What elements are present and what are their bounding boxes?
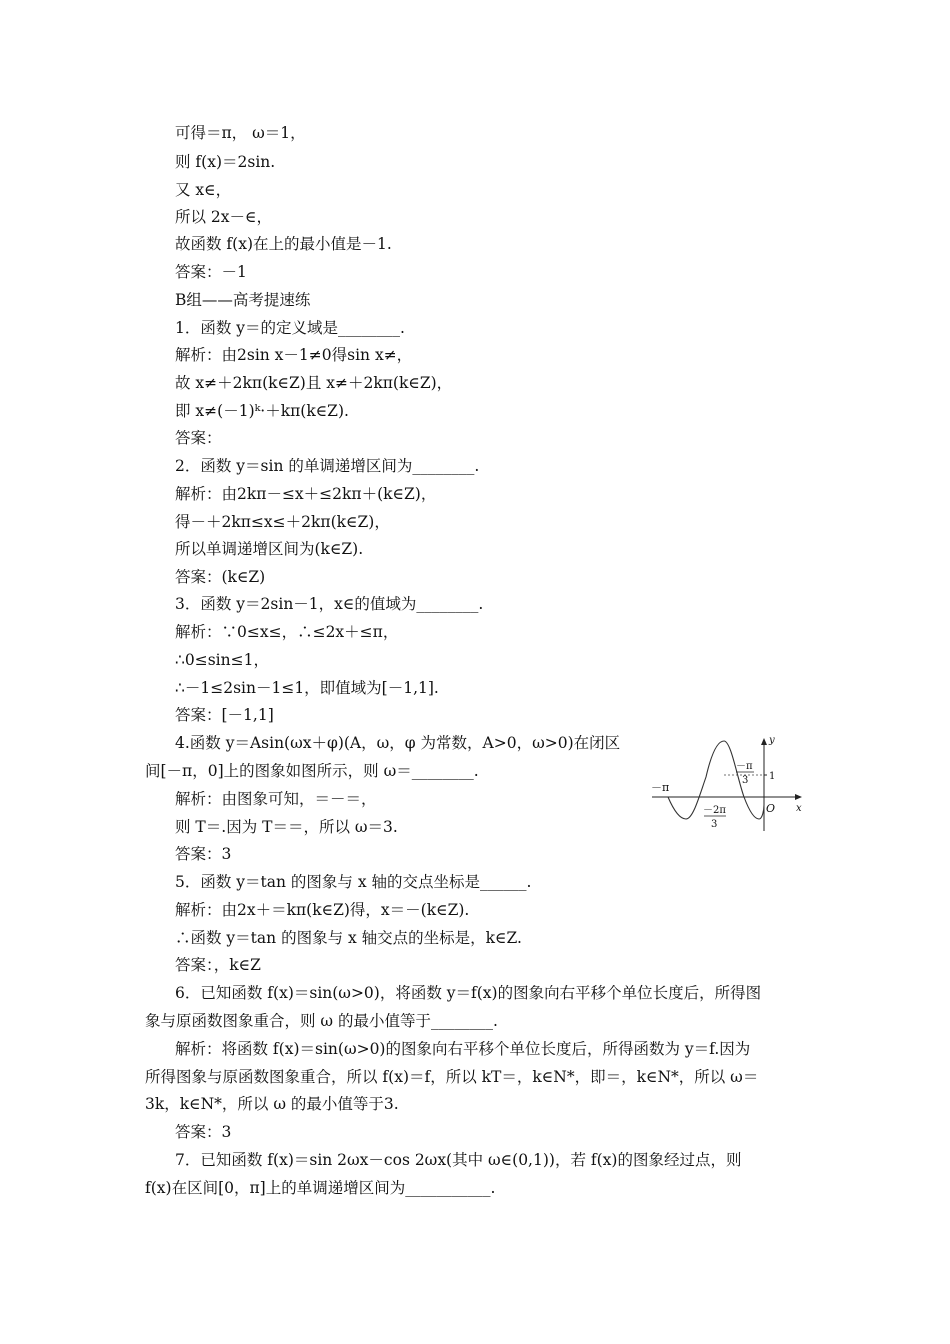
answer-line: 答案：(k∈Z) (175, 568, 266, 586)
origin-label: O (766, 802, 776, 815)
text-line: 所得图象与原函数图象重合，所以 f(x)＝f，所以 kT＝，k∈N*，即＝，k∈N*，所以 ω＝ (145, 1068, 759, 1086)
question-line: 4.函数 y＝Asin(ωx＋φ)(A，ω，φ 为常数，A>0，ω>0)在闭区 (175, 734, 621, 752)
text-line: 解析：由图象可知，＝－＝， (175, 790, 377, 808)
y-axis-arrow (761, 738, 767, 745)
sine-graph-figure (648, 733, 808, 833)
y-axis-label: y (769, 735, 775, 746)
text-line: 即 x≠(－1)ᵏ·＋kπ(k∈Z). (175, 402, 349, 420)
text-line: 解析：由2x＋＝kπ(k∈Z)得，x＝－(k∈Z). (175, 901, 470, 919)
answer-line: 答案：[－1,1] (175, 706, 274, 724)
answer-line: 答案：，k∈Z (175, 956, 261, 974)
text-line: 解析：由2sin x－1≠0得sin x≠， (175, 346, 413, 364)
section-heading: B组——高考提速练 (175, 291, 311, 309)
answer-line: 答案：3 (175, 845, 232, 863)
text-line: 解析：将函数 f(x)＝sin(ω>0)的图象向右平移个单位长度后，所得函数为 y＝f.因为 (175, 1040, 751, 1058)
two-pi-over-three-numerator: －2π (703, 805, 726, 816)
question-line: 1．函数 y＝的定义域是________. (175, 319, 405, 337)
question-line: 6．已知函数 f(x)＝sin(ω>0)，将函数 y＝f(x)的图象向右平移个单位长度后，所得图 (175, 984, 762, 1002)
text-line: 又 x∈， (175, 181, 232, 199)
two-pi-over-three-denominator: 3 (711, 819, 718, 830)
answer-line: 答案：－1 (175, 263, 247, 281)
question-line: 2．函数 y＝sin 的单调递增区间为________. (175, 457, 480, 475)
pi-over-three-denominator: 3 (742, 775, 749, 786)
text-line: 可得＝π， ω＝1， (175, 124, 306, 142)
text-line: 故 x≠＋2kπ(k∈Z)且 x≠＋2kπ(k∈Z)， (175, 374, 453, 392)
text-line: 所以单调递增区间为(k∈Z). (175, 540, 364, 558)
pi-over-three-numerator: －π (736, 761, 753, 772)
text-line: 解析：由2kπ－≤x＋≤2kπ＋(k∈Z)， (175, 485, 437, 503)
answer-line: 答案： (175, 429, 222, 447)
text-line: 解析：∵0≤x≤，∴≤2x＋≤π， (175, 623, 399, 641)
one-label: 1 (769, 771, 776, 782)
question-line: f(x)在区间[0，π]上的单调递增区间为___________. (145, 1179, 496, 1197)
text-line: ∴0≤sin≤1， (175, 651, 269, 669)
x-axis-arrow (795, 794, 802, 800)
x-axis-label: x (796, 803, 802, 814)
question-line: 3．函数 y＝2sin－1，x∈的值域为________. (175, 595, 484, 613)
text-line: 则 T＝.因为 T＝＝，所以 ω＝3. (175, 818, 398, 836)
neg-pi-label: －π (651, 781, 670, 794)
question-line: 7．已知函数 f(x)＝sin 2ωx－cos 2ωx(其中 ω∈(0,1))，若 f(x)的图象经过点，则 (175, 1151, 742, 1169)
text-line: 所以 2x－∈， (175, 208, 273, 226)
sine-graph-svg (648, 733, 808, 833)
text-line: 得－＋2kπ≤x≤＋2kπ(k∈Z)， (175, 513, 390, 531)
text-line: ∴函数 y＝tan 的图象与 x 轴交点的坐标是，k∈Z. (175, 929, 522, 947)
question-line: 5．函数 y＝tan 的图象与 x 轴的交点坐标是______. (175, 873, 532, 891)
text-line: ∴－1≤2sin－1≤1，即值域为[－1,1]. (175, 679, 439, 697)
question-line: 象与原函数图象重合，则 ω 的最小值等于________. (145, 1012, 498, 1030)
answer-line: 答案：3 (175, 1123, 232, 1141)
text-line: 3k，k∈N*，所以 ω 的最小值等于3. (145, 1095, 399, 1113)
text-line: 则 f(x)＝2sin. (175, 153, 276, 171)
question-line: 间[－π，0]上的图象如图所示，则 ω＝________. (145, 762, 479, 780)
text-line: 故函数 f(x)在上的最小值是－1. (175, 235, 392, 253)
